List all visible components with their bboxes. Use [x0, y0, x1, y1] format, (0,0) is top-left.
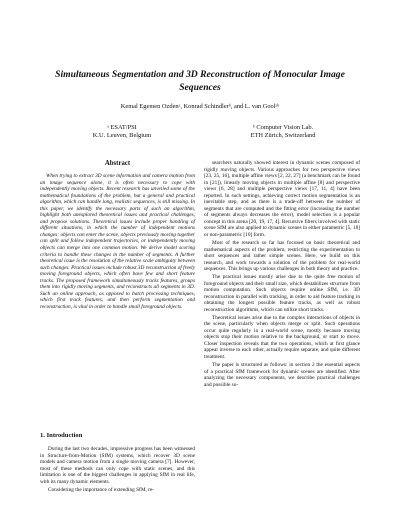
paragraph: Theoretical issues arise due to the complex interactions of objects in the scene, particularly when objects merge or split. Such operations occur quite regularly in a real-world scene, mostly because moving objects stop their motion relative to the background, or start to move. Closer inspection reveals that the two operations, which at first glance appear inverse to each other, actually require separate, and quite different treatment.: [204, 314, 360, 361]
author-list: Kemal Egemen Ozdenᵃ, Konrad Schindlerᵇ, and L. van Goolᵃᵇ: [120, 103, 280, 110]
paper-title: Simultaneous Segmentation and 3D Reconstruction of Monocular Image Sequences: [55, 69, 345, 93]
paragraph: The paper is structured as follows: in section 2 the essential aspects of a practical SfM framework for dynamic scenes are identified. After analyzing the necessary components, we describe practical challenges and possible so-: [204, 361, 360, 388]
paragraph: searchers naturally showed interest in dynamic scenes composed of rigidly moving objects. Various approaches for two perspective views [23, 25, 16], multiple affine views [2, 22, 27] (a benchmark can be found in [21]), linearly moving objects in multiple affine [8] and perspective views [6, 28] and multiple perspective views [17, 11, 4] have been reported. In such settings, achieving correct motion segmentation is an inevitable step, and as there is a trade-off between the number of segments that are computed and the fitting error (increasing the number of segments always decreases the error), model selection is a popular concept in this arena [20, 19, 17, 4]. Recursive filters involved with static scene SfM are also applied to dynamic scenes in either parametric [5, 18] or non-parametric [10] form.: [204, 160, 360, 239]
right-column-body: [204, 160, 360, 388]
affiliation-name: ᵃ ESAT/PSI: [107, 124, 137, 131]
section-heading-introduction: 1. Introduction: [40, 432, 83, 439]
affiliation-place: K.U. Leuven, Belgium: [92, 132, 152, 139]
affiliation-left: [47, 124, 197, 140]
paragraph: Considering the importance of extending SfM, re-: [48, 486, 155, 493]
paragraph: The practical issues mostly arise due to the quite free motion of foreground objects and their small size, which destabilizes structure from motion computation. Such objects require online SfM, i.e. 3D reconstruction in parallel with tracking, in order to aid feature tracking in obtaining the longest possible feature tracks, as well as robust reconstruction algorithms, which can utilize short tracks.: [204, 274, 360, 313]
paragraph: During the last two decades, impressive progress has been witnessed in Structure-from-Motion (SfM) systems, which recover 3D scene models and camera motion from a single moving camera [7]. However, most of these methods can only cope with static scenes, and this limitation is one of the biggest challenges in applying SfM in real life, with its many dynamic elements.: [40, 446, 195, 485]
abstract-text: When trying to extract 3D scene information and camera motion from an image sequence alone, it is often necessary to cope with independently moving objects. Recent research has unveiled some of the mathematical foundations of the problem, but a general and practical algorithm, which can handle long, realistic sequences, is still missing. In this paper, we identify the necessary parts of such an algorithm, highlight both unexplored theoretical issues and practical challenges, and propose solutions. Theoretical issues include proper handling of different situations, in which the number of independent motions changes: objects can enter the scene, objects previously moving together can split and follow independent trajectories, or independently moving objects can merge into one common motion. We derive model scoring criteria to handle these changes in the number of segments. A further theoretical issue is the resolution of the relative scale ambiguity between such changes. Practical issues include robust 3D reconstruction of freely moving foreground objects, which often have few and short feature tracks. The proposed framework simultaneously tracks features, groups them into rigidly moving segments, and reconstructs all segments in 3D. Such an online approach, as opposed to batch processing techniques, which first track features, and then perform segmentation and reconstruction, is vital in order to handle small foreground objects.: [40, 173, 195, 310]
paragraph: Most of the research so far has focused on basic theoretical and mathematical aspects of the problem, restricting the experimentation to short sequences and rather simple scenes. Here, we build on this research, and work towards a solution of the problem for real-world sequences. This brings up various challenges in both theory and practice.: [204, 239, 360, 273]
affiliation-name: ᵇ Computer Vision Lab.: [252, 124, 314, 131]
abstract-heading: Abstract: [104, 160, 131, 167]
affiliation-place: ETH Zürich, Switzerland: [250, 132, 316, 139]
introduction-body: [40, 446, 195, 493]
affiliation-right: [208, 124, 358, 140]
